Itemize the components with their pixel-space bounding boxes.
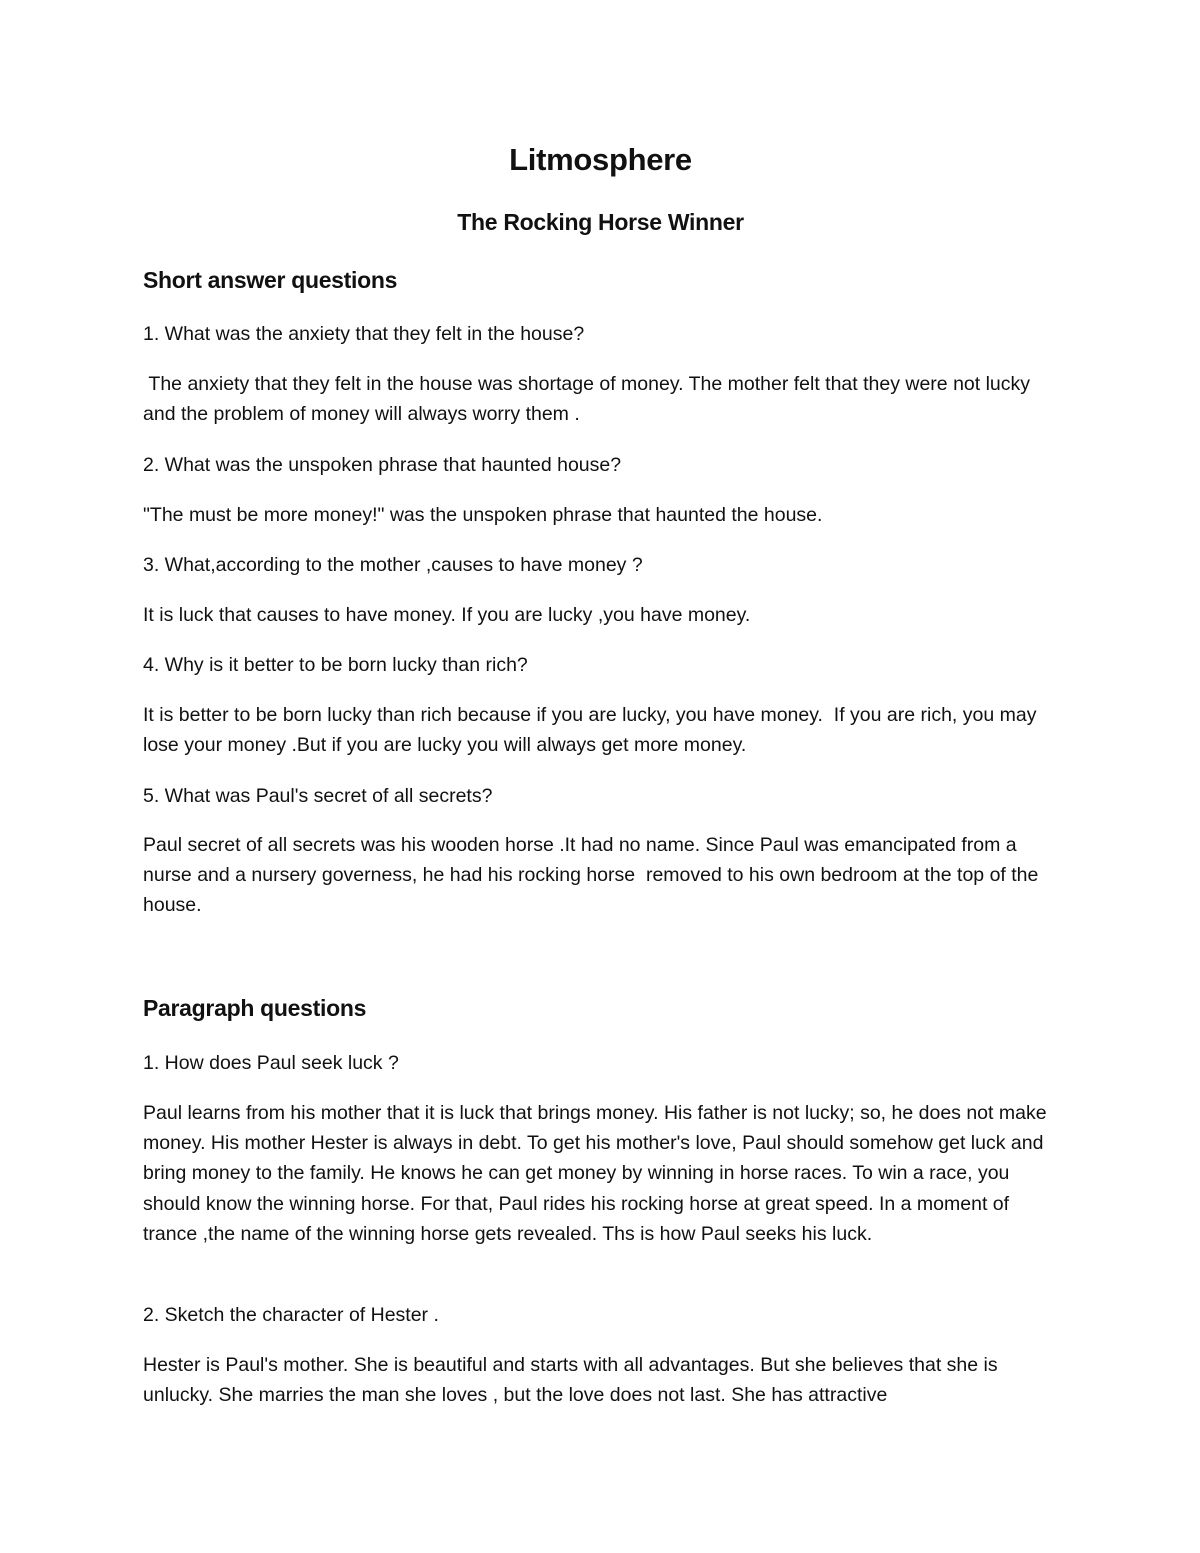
question-2: 2. What was the unspoken phrase that haunted house? bbox=[143, 454, 622, 476]
answer-1: The anxiety that they felt in the house was shortage of money. The mother felt that they were not lucky and the problem of money will always worry them . bbox=[143, 373, 1036, 426]
question-3: 3. What,according to the mother ,causes to have money ? bbox=[143, 554, 643, 576]
answer-2: "The must be more money!" was the unspoken phrase that haunted the house. bbox=[143, 504, 823, 526]
question-5: 5. What was Paul's secret of all secrets? bbox=[143, 785, 493, 807]
question-4: 4. Why is it better to be born lucky than rich? bbox=[143, 654, 528, 676]
paragraph-questions-heading: Paragraph questions bbox=[143, 995, 367, 1021]
answer-5: Paul secret of all secrets was his wooden horse .It had no name. Since Paul was emancipated from a nurse and a nursery governess, he had his rocking horse removed to his own bedroom at the top of the house. bbox=[143, 834, 1044, 917]
paragraph-answer-1: Paul learns from his mother that it is luck that brings money. His father is not lucky; so, he does not make money. His mother Hester is always in debt. To get his mother's love, Paul should somehow get luck and bring money to the family. He knows he can get money by winning in horse races. To win a race, you should know the winning horse. For that, Paul rides his rocking horse at great speed. In a moment of trance ,the name of the winning horse gets revealed. Ths is how Paul seeks his luck. bbox=[143, 1102, 1052, 1245]
answer-3: It is luck that causes to have money. If you are lucky ,you have money. bbox=[143, 604, 751, 626]
document-subtitle: The Rocking Horse Winner bbox=[457, 209, 744, 235]
question-1: 1. What was the anxiety that they felt in the house? bbox=[143, 323, 585, 345]
paragraph-question-2: 2. Sketch the character of Hester . bbox=[143, 1304, 439, 1326]
paragraph-question-1: 1. How does Paul seek luck ? bbox=[143, 1052, 399, 1074]
paragraph-answer-2: Hester is Paul's mother. She is beautiful and starts with all advantages. But she believes that she is unlucky. She marries the man she loves , but the love does not last. She has attractive bbox=[143, 1354, 1004, 1407]
answer-4: It is better to be born lucky than rich because if you are lucky, you have money. If you are rich, you may lose your money .But if you are lucky you will always get more money. bbox=[143, 704, 1042, 757]
short-answer-heading: Short answer questions bbox=[143, 267, 398, 293]
document-title: Litmosphere bbox=[509, 142, 692, 177]
